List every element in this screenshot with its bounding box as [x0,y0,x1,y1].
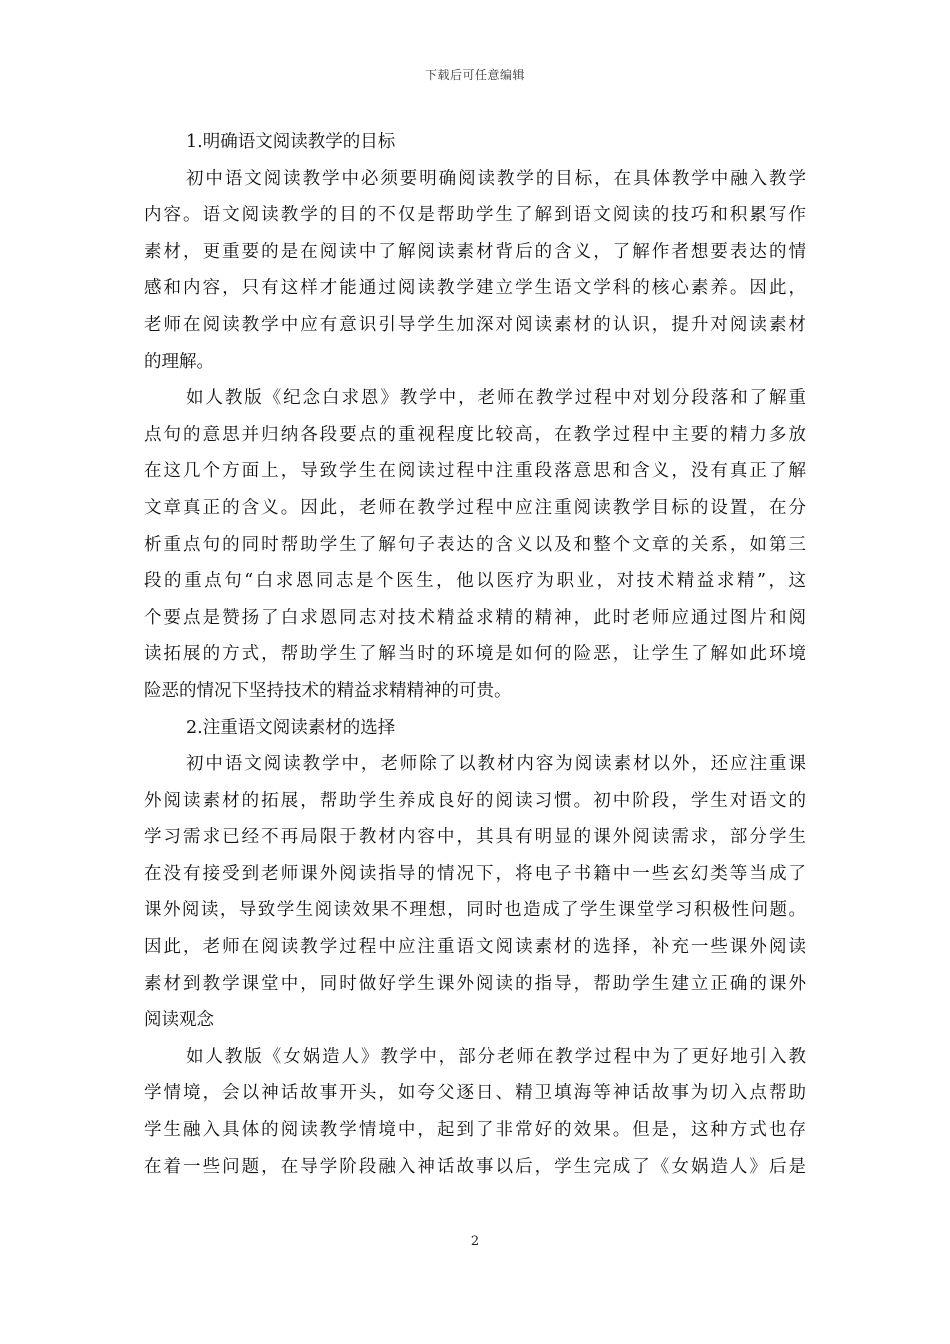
paragraph-line: 在着一些问题，在导学阶段融入神话故事以后，学生完成了《女娲造人》后是 [144,1156,806,1177]
paragraph-line: 点句的意思并归纳各段要点的重视程度比较高，在教学过程中主要的精力多放 [144,424,806,445]
paragraph-line: 课外阅读，导致学生阅读效果不理想，同时也造成了学生课堂学习积极性问题。 [144,900,806,921]
paragraph-line: 如人教版《女娲造人》教学中，部分老师在教学过程中为了更好地引入教 [186,1046,806,1067]
paragraph-line: 阅读观念 [144,1010,214,1031]
paragraph-line: 在没有接受到老师课外阅读指导的情况下，将电子书籍中一些玄幻类等当成了 [144,863,806,884]
paragraph-line: 因此，老师在阅读教学过程中应注重语文阅读素材的选择，补充一些课外阅读 [144,937,806,958]
paragraph-line: 险恶的情况下坚持技术的精益求精精神的可贵。 [144,680,512,701]
paragraph-line: 文章真正的含义。因此，老师在教学过程中应注重阅读教学目标的设置，在分 [144,497,806,518]
paragraph-line: 的理解。 [144,351,214,372]
paragraph-line: 在这几个方面上，导致学生在阅读过程中注重段落意思和含义，没有真正了解 [144,461,806,482]
paragraph-line: 学生融入具体的阅读教学情境中，起到了非常好的效果。但是，这种方式也存 [144,1120,806,1141]
paragraph-line: 感和内容，只有这样才能通过阅读教学建立学生语文学科的核心素养。因此， [144,278,806,299]
paragraph-line: 初中语文阅读教学中，老师除了以教材内容为阅读素材以外，还应注重课 [186,754,806,775]
paragraph-line: 学情境，会以神话故事开头，如夸父逐日、精卫填海等神话故事为切入点帮助 [144,1083,806,1104]
body-text [144,124,806,1185]
paragraph-line: 学习需求已经不再局限于教材内容中，其具有明显的课外阅读需求，部分学生 [144,827,806,848]
section-heading-1: 1.明确语文阅读教学的目标 [186,132,396,152]
paragraph-line: 读拓展的方式，帮助学生了解当时的环境是如何的险恶，让学生了解如此环境 [144,644,806,665]
paragraph-line: 外阅读素材的拓展，帮助学生养成良好的阅读习惯。初中阶段，学生对语文的 [144,790,806,811]
paragraph-line: 老师在阅读教学中应有意识引导学生加深对阅读素材的认识，提升对阅读素材 [144,314,806,335]
paragraph-line: 析重点句的同时帮助学生了解句子表达的含义以及和整个文章的关系，如第三 [144,534,806,555]
section-heading-2: 2.注重语文阅读素材的选择 [186,717,396,738]
paragraph-line: 素材到教学课堂中，同时做好学生课外阅读的指导，帮助学生建立正确的课外 [144,973,806,994]
paragraph-line: 个要点是赞扬了白求恩同志对技术精益求精的精神，此时老师应通过图片和阅 [144,607,806,628]
page-header: 下载后可任意编辑 [424,68,525,82]
paragraph-line: 段的重点句“白求恩同志是个医生，他以医疗为职业，对技术精益求精”，这 [144,571,806,592]
page-number: 2 [470,1234,480,1249]
paragraph-line: 内容。语文阅读教学的目的不仅是帮助学生了解到语文阅读的技巧和积累写作 [144,205,806,226]
paragraph-line: 如人教版《纪念白求恩》教学中，老师在教学过程中对划分段落和了解重 [186,388,806,409]
paragraph-line: 素材，更重要的是在阅读中了解阅读素材背后的含义，了解作者想要表达的情 [144,241,806,262]
paragraph-line: 初中语文阅读教学中必须要明确阅读教学的目标，在具体教学中融入教学 [186,168,806,189]
